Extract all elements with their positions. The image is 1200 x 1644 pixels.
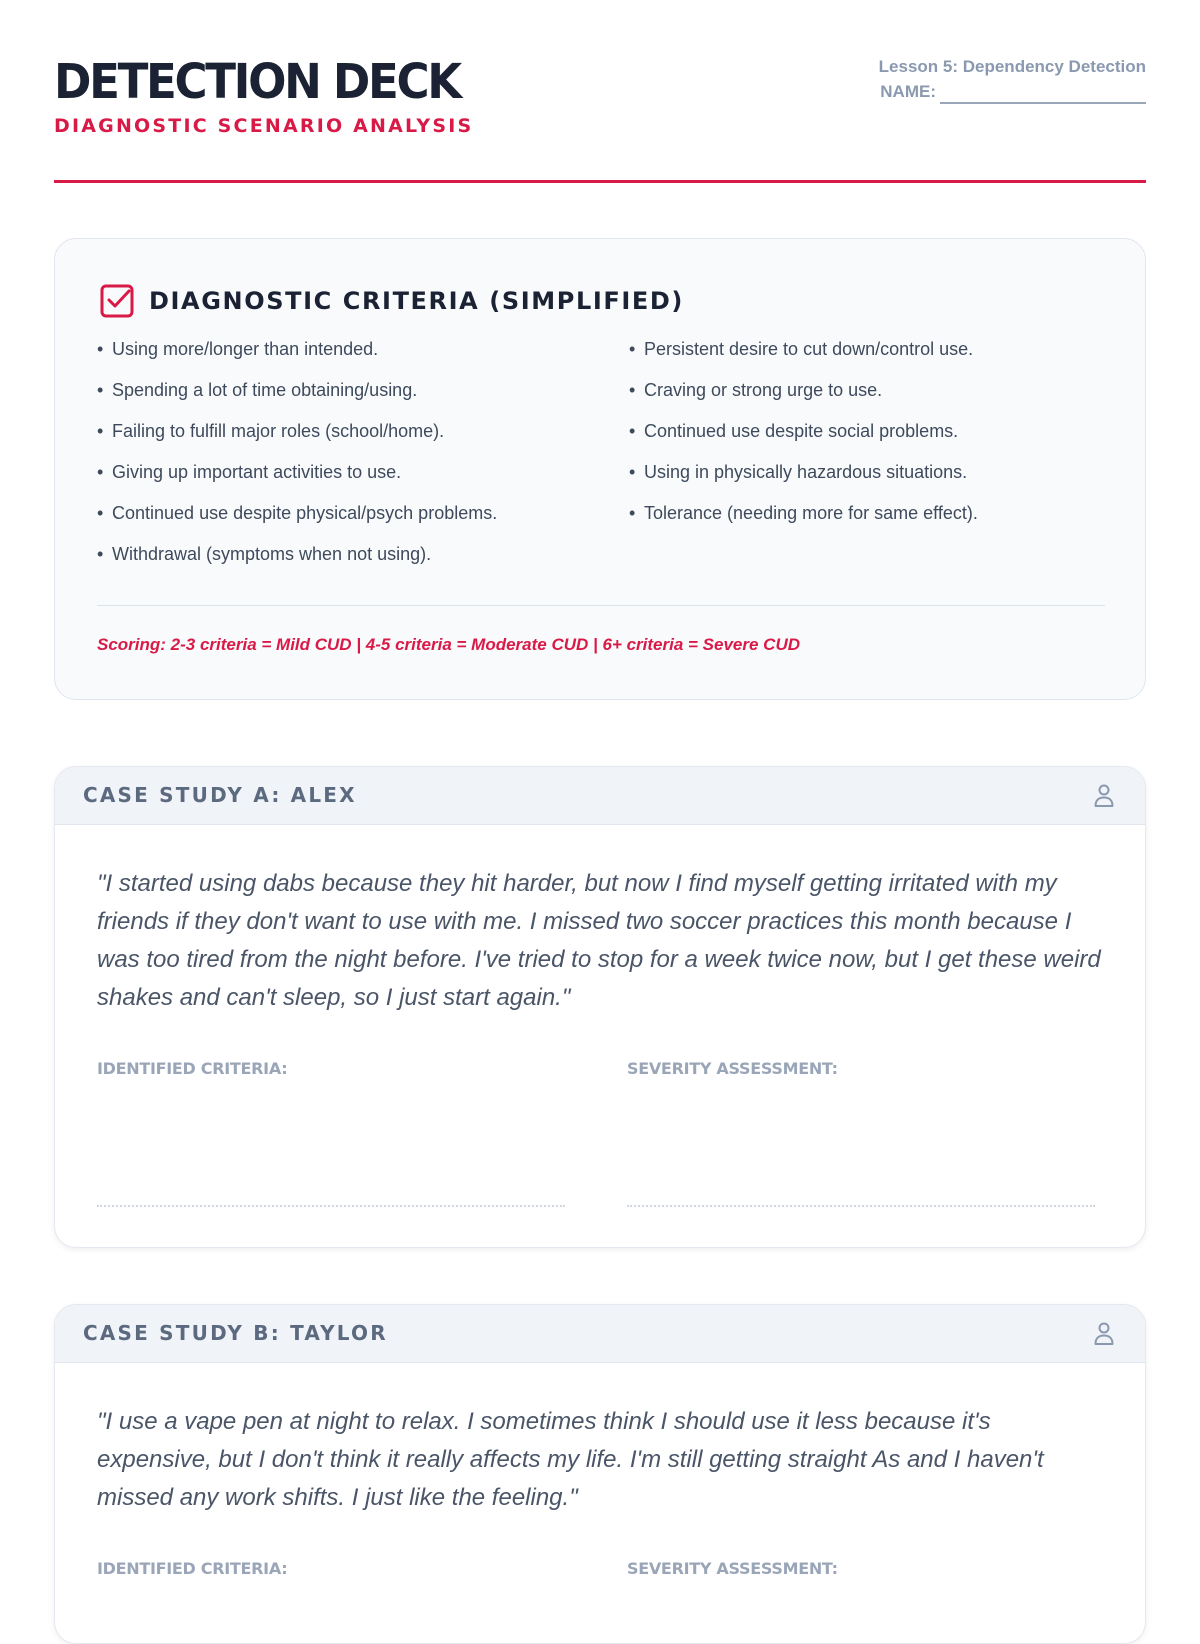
criteria-title: DIAGNOSTIC CRITERIA (SIMPLIFIED)	[149, 287, 684, 315]
list-item: • Withdrawal (symptoms when not using).	[97, 544, 432, 564]
case-study-a	[54, 766, 1146, 1248]
list-item: • Giving up important activities to use.	[97, 462, 402, 482]
page-title: DETECTION DECK	[54, 54, 460, 110]
severity-assessment-label: SEVERITY ASSESSMENT:	[627, 1559, 838, 1578]
list-item: • Using in physically hazardous situations.	[629, 462, 968, 482]
list-item: • Spending a lot of time obtaining/using.	[97, 380, 418, 400]
criteria-list-right	[629, 337, 1109, 542]
case-quote: "I use a vape pen at night to relax. I sometimes think I should use it less because it's expensive, but I don't think it really affects my life. I'm still getting straight As and I haven't missed any work shifts. I just like the feeling."	[97, 1408, 1044, 1511]
criteria-header	[99, 283, 684, 319]
header-divider	[54, 180, 1146, 183]
list-item: • Craving or strong urge to use.	[629, 380, 883, 400]
name-field[interactable]	[940, 84, 1146, 104]
criteria-list-left	[97, 337, 607, 583]
case-title: CASE STUDY A: ALEX	[83, 783, 357, 807]
list-item: • Continued use despite social problems.	[629, 421, 959, 441]
list-item: • Failing to fulfill major roles (school/home).	[97, 421, 445, 441]
case-header	[55, 1305, 1145, 1363]
identified-criteria-label: IDENTIFIED CRITERIA:	[97, 1059, 288, 1078]
name-row	[879, 79, 1146, 104]
identified-criteria-label: IDENTIFIED CRITERIA:	[97, 1559, 288, 1578]
user-icon	[1093, 783, 1115, 814]
worksheet-page	[54, 0, 1146, 1578]
list-item: • Using more/longer than intended.	[97, 339, 379, 359]
case-title: CASE STUDY B: TAYLOR	[83, 1321, 388, 1345]
list-item: • Tolerance (needing more for same effect).	[629, 503, 978, 523]
criteria-card	[54, 238, 1146, 700]
severity-assessment-field[interactable]	[627, 1205, 1095, 1207]
severity-assessment-label: SEVERITY ASSESSMENT:	[627, 1059, 838, 1078]
checkbox-icon	[99, 283, 135, 319]
criteria-divider	[97, 605, 1105, 606]
identified-criteria-field[interactable]	[97, 1205, 565, 1207]
page-subtitle: DIAGNOSTIC SCENARIO ANALYSIS	[54, 115, 474, 137]
list-item: • Persistent desire to cut down/control use.	[629, 339, 974, 359]
case-quote: "I started using dabs because they hit harder, but now I find myself getting irritated with my friends if they don't want to use with me. I missed two soccer practices this month because I was too tired from the night before. I've tried to stop for a week twice now, but I get these weird shakes and can't sleep, so I just start again."	[97, 870, 1101, 1011]
user-icon	[1093, 1321, 1115, 1352]
case-header	[55, 767, 1145, 825]
name-label: NAME:	[880, 82, 936, 101]
lesson-label: Lesson 5: Dependency Detection	[878, 57, 1146, 76]
list-item: • Continued use despite physical/psych problems.	[97, 503, 498, 523]
case-study-b	[54, 1304, 1146, 1644]
header	[54, 0, 1146, 186]
lesson-meta	[879, 54, 1146, 104]
scoring-note: Scoring: 2-3 criteria = Mild CUD | 4-5 criteria = Moderate CUD | 6+ criteria = Severe CUD	[97, 635, 800, 654]
